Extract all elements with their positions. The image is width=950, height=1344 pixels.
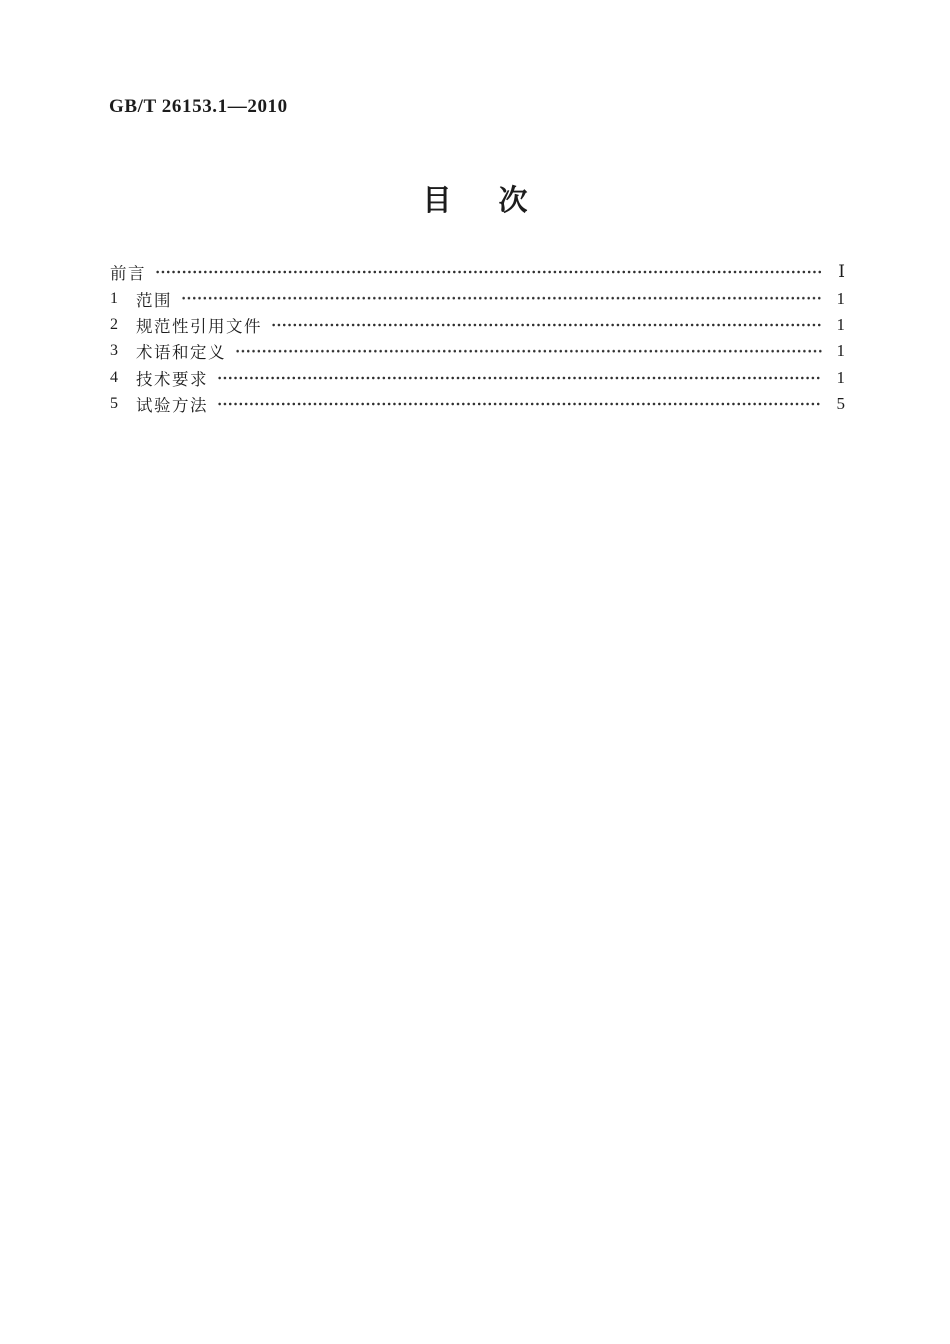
toc-entry-label: 前言 bbox=[110, 264, 146, 284]
toc-entry-page: 1 bbox=[836, 288, 845, 308]
toc-entry bbox=[110, 285, 845, 311]
dot-leader bbox=[234, 338, 822, 364]
toc-entry-number: 1 bbox=[110, 289, 118, 307]
dot-leader bbox=[154, 259, 822, 285]
toc-entry-label: 术语和定义 bbox=[136, 343, 226, 363]
toc-entry-number: 3 bbox=[110, 342, 118, 360]
toc-entry-page: 5 bbox=[836, 394, 845, 414]
toc-entry bbox=[110, 365, 845, 391]
toc-entry-label: 技术要求 bbox=[136, 369, 208, 389]
toc-entry bbox=[110, 338, 845, 364]
toc-entry-label: 规范性引用文件 bbox=[136, 316, 262, 336]
table-of-contents bbox=[110, 259, 845, 417]
toc-entry bbox=[110, 259, 845, 285]
toc-entry-number: 4 bbox=[110, 368, 118, 386]
toc-entry-label: 试验方法 bbox=[136, 396, 208, 416]
toc-entry-page: 1 bbox=[836, 367, 845, 387]
page-title: 目 次 bbox=[422, 185, 537, 217]
dot-leader bbox=[270, 312, 822, 338]
toc-entry-page: 1 bbox=[836, 314, 845, 334]
toc-entry bbox=[110, 391, 845, 417]
toc-entry bbox=[110, 312, 845, 338]
toc-entry-page: 1 bbox=[836, 341, 845, 361]
dot-leader bbox=[216, 365, 822, 391]
toc-entry-number: 2 bbox=[110, 315, 118, 333]
toc-entry-number: 5 bbox=[110, 395, 118, 413]
dot-leader bbox=[180, 285, 822, 311]
dot-leader bbox=[216, 391, 822, 417]
toc-entry-label: 范围 bbox=[136, 290, 172, 310]
standard-number-header: GB/T 26153.1—2010 bbox=[109, 96, 288, 117]
toc-entry-page: Ⅰ bbox=[838, 262, 845, 282]
